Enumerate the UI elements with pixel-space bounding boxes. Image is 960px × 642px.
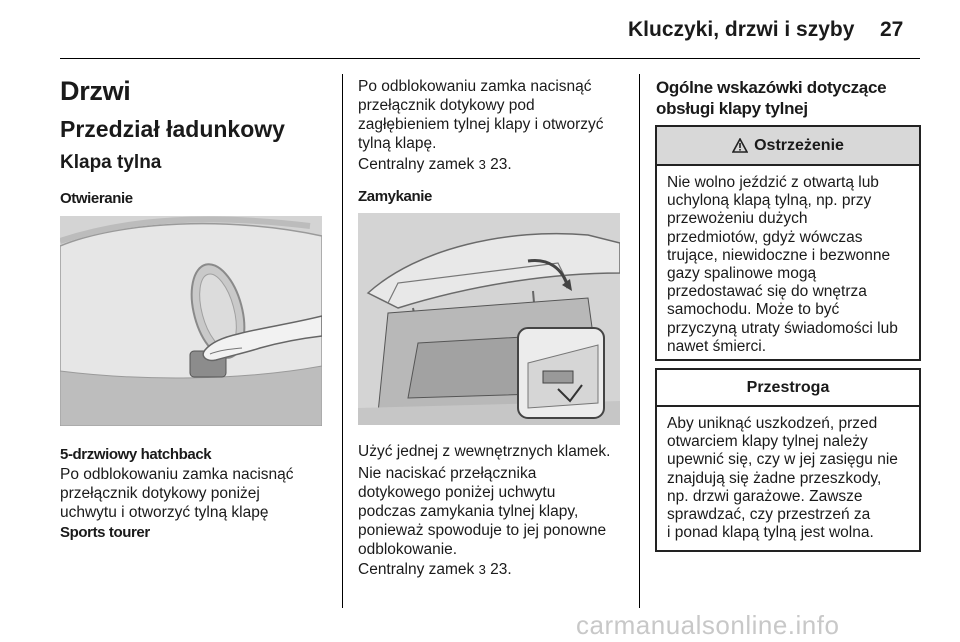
central-lock-reference-2 — [358, 560, 512, 579]
text-line: Nie wolno jeździć z otwartą lub — [667, 174, 879, 191]
heading-cargo-area: Przedział ładunkowy — [60, 116, 285, 142]
reference-page[interactable]: 23. — [490, 156, 512, 173]
page-ref-arrow-icon: 3 — [478, 562, 486, 577]
text-line: przedostawać się do wnętrza — [667, 283, 867, 301]
caution-text — [657, 407, 919, 542]
text-line: sprawdzać, czy przestrzeń za — [667, 506, 871, 524]
warning-title: Ostrzeżenie — [754, 136, 844, 154]
closing-warning-text — [358, 464, 638, 559]
caution-header — [657, 370, 919, 407]
text-line: uchwytu i otworzyć tylną klapę — [60, 504, 269, 521]
text-line: przewożeniu dużych — [667, 210, 808, 228]
text-line: Po odblokowaniu zamka nacisnąć — [358, 78, 592, 95]
illustration-hatchback-opening — [60, 216, 322, 426]
reference-page[interactable]: 23. — [490, 561, 512, 578]
text-line: Po odblokowaniu zamka nacisnąć — [60, 466, 294, 483]
left-column — [60, 76, 131, 107]
running-header-title: Kluczyki, drzwi i szyby — [628, 18, 855, 41]
text-line: przedmiotów, gdyż wówczas — [667, 228, 863, 246]
caution-box — [655, 368, 921, 552]
text-line: trujące, niewidoczne i bezwonne — [667, 246, 891, 264]
column-rule-left — [342, 74, 343, 608]
text-line: przełącznik dotykowy poniżej — [60, 485, 260, 502]
text-line: znajdują się żadne przeszkody, — [667, 469, 882, 487]
hatchback-tailgate-illustration — [60, 216, 322, 426]
warning-box — [655, 125, 921, 361]
heading-general-tailgate-notes — [656, 77, 886, 119]
closing-instruction-handle: Użyć jednej z wewnętrznych klamek. — [358, 443, 611, 460]
heading-line: Ogólne wskazówki dotyczące — [656, 78, 887, 97]
text-line: zagłębieniem tylnej klapy i otworzyć — [358, 116, 604, 133]
column-rule-right — [639, 74, 640, 608]
warning-text — [657, 166, 919, 356]
text-line: samochodu. Może to być — [667, 301, 840, 319]
text-line: tylną klapę. — [358, 135, 437, 152]
text-line: przełącznik dotykowy pod — [358, 97, 535, 114]
central-lock-reference-1 — [358, 155, 512, 174]
warning-header — [657, 127, 919, 166]
reference-label: Centralny zamek — [358, 156, 475, 173]
text-line: gazy spalinowe mogą — [667, 265, 817, 283]
heading-tailgate: Klapa tylna — [60, 152, 162, 173]
subheading-sports-tourer: Sports tourer — [60, 524, 150, 541]
text-line: Nie naciskać przełącznika — [358, 465, 537, 482]
text-line: np. drzwi garażowe. Zawsze — [667, 487, 863, 505]
text-line: przyczyną utraty świadomości lub — [667, 319, 898, 337]
sports-tourer-instructions — [358, 77, 633, 153]
illustration-tailgate-closing — [358, 213, 620, 425]
sports-tourer-tailgate-illustration — [358, 213, 620, 425]
page-number: 27 — [880, 18, 904, 41]
page-ref-arrow-icon: 3 — [478, 157, 486, 172]
reference-label: Centralny zamek — [358, 561, 475, 578]
text-line: otwarciem klapy tylnej należy — [667, 433, 868, 451]
hatchback-instructions — [60, 465, 335, 522]
text-line: uchyloną klapą tylną, np. przy — [667, 192, 872, 210]
warning-triangle-icon — [732, 138, 748, 153]
text-line: odblokowanie. — [358, 541, 458, 558]
subheading-opening: Otwieranie — [60, 190, 133, 207]
text-line: podczas zamykania tylnej klapy, — [358, 503, 579, 520]
text-line: Aby uniknąć uszkodzeń, przed — [667, 415, 878, 432]
text-line: dotykowego poniżej uchwytu — [358, 484, 556, 501]
subheading-closing: Zamykanie — [358, 188, 432, 205]
watermark: carmanualsonline.info — [576, 610, 840, 640]
subheading-5door-hatchback: 5-drzwiowy hatchback — [60, 446, 212, 463]
text-line: upewnić się, czy w jej zasięgu nie — [667, 451, 898, 469]
heading-doors: Drzwi — [60, 76, 131, 106]
text-line: i ponad klapą tylną jest wolna. — [667, 524, 874, 542]
caution-title: Przestroga — [746, 378, 830, 396]
text-line: nawet śmierci. — [667, 337, 767, 355]
heading-line: obsługi klapy tylnej — [656, 99, 808, 118]
text-line: ponieważ spowoduje to jej ponowne — [358, 522, 607, 539]
header-rule — [60, 58, 920, 59]
